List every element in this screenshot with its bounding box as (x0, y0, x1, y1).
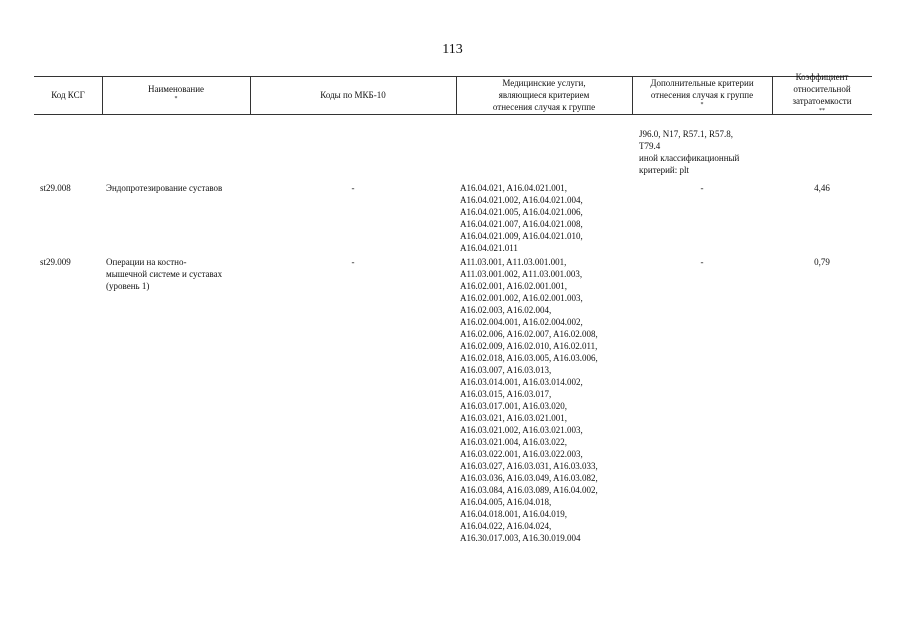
row-extra: - (700, 257, 704, 267)
header-coefficient: Коэффициент относительной затратоемкости ** (792, 72, 852, 114)
row-mkb: - (351, 257, 355, 267)
row-mkb: - (351, 183, 355, 193)
header-mkb: Коды по МКБ-10 (320, 90, 386, 100)
row-name: Эндопротезирование суставов (106, 183, 223, 193)
header-extra-criteria: Дополнительные критерии отнесения случая к группе * (650, 78, 754, 108)
header-name: Наименование * (147, 84, 205, 102)
header-bottom-rule (34, 114, 872, 115)
header-services: Медицинские услуги, являющиеся критерием отнесения случая к группе (492, 78, 596, 112)
row-services: A16.04.021, A16.04.021.001, A16.04.021.002, A16.04.021.004, A16.04.021.005, A16.04.021.006, A16.04.021.007, A16.04.021.008, A16.04.021.009, A16.04.021.010, A16.04.021.011 (460, 183, 583, 253)
row-code: st29.008 (40, 183, 71, 193)
header-code: Код КСГ (51, 90, 85, 100)
row-name: Операции на костно- мышечной системе и суставах (уровень 1) (106, 257, 223, 291)
page-number: 113 (442, 42, 463, 57)
extra-criteria-continuation: J96.0, N17, R57.1, R57.8, T79.4 иной классификационный критерий: plt (639, 129, 740, 175)
row-code: st29.009 (40, 257, 71, 267)
row-extra: - (700, 183, 704, 193)
row-coefficient: 4,46 (814, 183, 830, 193)
row-coefficient: 0,79 (814, 257, 830, 267)
row-services: A11.03.001, A11.03.001.001, A11.03.001.002, A11.03.001.003, A16.02.001, A16.02.001.001, A16.02.001.002, A16.02.001.003, A16.02.003, A16.02.004, A16.02.004.001, A16.02.004.002, A16.02.006, A16.02.007, A16.02.008, A16.02.009, A16.02.010, A16.02.011, A16.02.018, A16.03.005, A16.03.006, A16.03.007, A16.03.013, A16.03.014.001, A16.03.014.002, A16.03.015, A16.03.017, A16.03.017.001, A16.03.020, A16.03.021, A16.03.021.001, A16.03.021.002, A16.03.021.003, A16.03.021.004, A16.03.022, A16.03.022.001, A16.03.022.003, A16.03.027, A16.03.031, A16.03.033, A16.03.036, A16.03.049, A16.03.082, A16.03.084, A16.03.089, A16.04.002, A16.04.005, A16.04.018, A16.04.018.001, A16.04.019, A16.04.022, A16.04.024, A16.30.017.003, A16.30.019.004 (460, 257, 598, 543)
